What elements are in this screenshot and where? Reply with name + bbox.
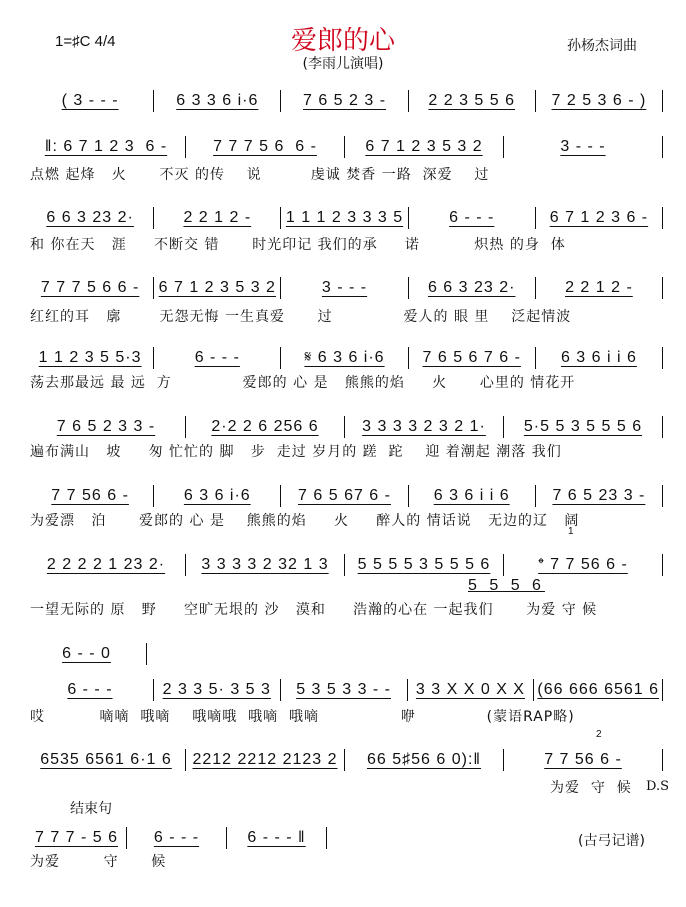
bar-line bbox=[407, 679, 408, 701]
measure: 7 7 56 6 - bbox=[51, 487, 129, 504]
bar-line bbox=[280, 277, 281, 299]
measure: 6 3 6 i i 6 bbox=[433, 487, 510, 504]
measure: (66 666 6561 6 bbox=[537, 681, 660, 698]
singer: (李雨儿演唱) bbox=[302, 56, 384, 72]
bar-line bbox=[503, 416, 504, 438]
alternate-notes: 5 5 5 6 bbox=[468, 577, 545, 594]
staff-line bbox=[30, 554, 666, 576]
measure: 6 - - 0 bbox=[62, 645, 111, 662]
bar-line bbox=[185, 554, 186, 576]
bar-line bbox=[280, 485, 281, 507]
bar-line bbox=[153, 207, 154, 229]
measure: 1 1 1 2 3 3 3 5 bbox=[285, 209, 404, 226]
measure: 7 6 5 67 6 - bbox=[298, 487, 391, 504]
bar-line bbox=[662, 277, 663, 299]
bar-line bbox=[662, 90, 663, 112]
measure: ( 3 - - - bbox=[61, 92, 119, 109]
measure: 6 3 6 i·6 bbox=[183, 487, 251, 504]
staff-line bbox=[30, 679, 666, 701]
measure: 5·5 5 3 5 5 5 6 bbox=[523, 418, 643, 435]
bar-line bbox=[280, 90, 281, 112]
bar-line bbox=[662, 416, 663, 438]
lyrics-line: 一望无际的 原 野 空旷无垠的 沙 漠和 浩瀚的心在 一起我们 为爱 守 候 bbox=[30, 602, 598, 618]
bar-line bbox=[326, 827, 327, 849]
bar-line bbox=[503, 554, 504, 576]
measure: 2212 2212 2123 2 bbox=[192, 751, 338, 768]
staff-line bbox=[30, 827, 330, 849]
bar-line bbox=[226, 827, 227, 849]
bar-line bbox=[535, 277, 536, 299]
measure: 5 5 5 5 3 5 5 5 6 bbox=[357, 556, 491, 573]
bar-line bbox=[280, 347, 281, 369]
measure: 2 2 1 2 - bbox=[565, 279, 633, 296]
bar-line bbox=[280, 679, 281, 701]
measure: 66 5♯56 6 0):‖ bbox=[366, 751, 481, 768]
measure: 6 - - - ‖ bbox=[247, 829, 306, 846]
measure: 5 3 5 3 3 - - bbox=[296, 681, 392, 698]
measure: 7 6 5 2 3 3 - bbox=[56, 418, 156, 435]
lyrics-line: 荡去那最远 最 远 方 爱郎的 心 是 熊熊的焰 火 心里的 情花开 bbox=[30, 375, 576, 391]
measure: 6 6 3 23 2· bbox=[46, 209, 134, 226]
bar-line bbox=[535, 347, 536, 369]
bar-line bbox=[153, 679, 154, 701]
bar-line bbox=[535, 207, 536, 229]
measure: 1 1 2 3 5 5·3 bbox=[38, 349, 142, 366]
measure: 6 - - - bbox=[67, 681, 113, 698]
key-signature: 1=♯C 4/4 bbox=[55, 33, 116, 50]
bar-line bbox=[662, 207, 663, 229]
bar-line bbox=[146, 643, 147, 665]
measure: 6 - - - bbox=[153, 829, 200, 846]
measure: 3 3 3 3 2 3 2 1· bbox=[362, 418, 486, 435]
measure: 7 2 5 3 6 - ) bbox=[551, 92, 647, 109]
measure: 7 6 5 6 7 6 - bbox=[422, 349, 521, 366]
staff-line bbox=[30, 90, 666, 112]
bar-line bbox=[408, 207, 409, 229]
measure: ‖: 6 7 1 2 3 6 - bbox=[44, 138, 168, 155]
measure: 3 - - - bbox=[321, 279, 368, 296]
lyrics-line: 哎 嘀嘀 哦嘀 哦嘀哦 哦嘀 哦嘀 咿 (蒙语RAP略) bbox=[30, 709, 575, 725]
staff-line bbox=[30, 643, 150, 665]
bar-line bbox=[535, 485, 536, 507]
staff-line bbox=[30, 277, 666, 299]
measure: 6 3 6 i i 6 bbox=[560, 349, 637, 366]
measure: 2 2 3 5 5 6 bbox=[428, 92, 516, 109]
measure: 7 6 5 23 3 - bbox=[552, 487, 646, 504]
bar-line bbox=[662, 679, 663, 701]
bar-line bbox=[535, 90, 536, 112]
bar-line bbox=[408, 90, 409, 112]
bar-line bbox=[662, 749, 663, 771]
bar-line bbox=[533, 679, 534, 701]
bar-line bbox=[344, 136, 345, 158]
measure: 6 6 3 23 2· bbox=[427, 279, 516, 296]
measure: 3 3 3 3 2 32 1 3 bbox=[201, 556, 329, 573]
measure: 𝄌 7 7 56 6 - bbox=[538, 556, 628, 573]
measure: 2 3 3 5· 3 5 3 bbox=[162, 681, 271, 698]
staff-line bbox=[30, 347, 666, 369]
measure: 6 3 3 6 i·6 bbox=[176, 92, 259, 109]
measure: 6 7 1 2 3 6 - bbox=[549, 209, 649, 226]
measure: 6 7 1 2 3 5 3 2 bbox=[365, 138, 483, 155]
bar-line bbox=[662, 485, 663, 507]
bar-line bbox=[344, 416, 345, 438]
bar-line bbox=[280, 207, 281, 229]
lyrics-line: 和 你在天 涯 不断交 错 时光印记 我们的承 诺 炽热 的身 体 bbox=[30, 237, 566, 253]
measure: 7 7 7 - 5 6 bbox=[34, 829, 119, 846]
transcriber-note: (古弓记谱) bbox=[578, 833, 645, 849]
measure: 3 - - - bbox=[560, 138, 606, 155]
lyrics-line: 点燃 起烽 火 不灭 的传 说 虔诚 焚香 一路 深爱 过 bbox=[30, 167, 490, 183]
measure: 2 2 1 2 - bbox=[183, 209, 252, 226]
measure: 2·2 2 6 256 6 bbox=[211, 418, 319, 435]
measure: 7 7 56 6 - bbox=[544, 751, 622, 768]
bar-line bbox=[503, 749, 504, 771]
lyrics-line: 红红的耳 廓 无怨无悔 一生真爱 过 爱人的 眼 里 泛起情波 bbox=[30, 309, 572, 325]
bar-line bbox=[185, 416, 186, 438]
measure: 7 7 7 5 6 6 - bbox=[213, 138, 317, 155]
measure: 6 - - - bbox=[449, 209, 495, 226]
bar-line bbox=[408, 485, 409, 507]
bar-line bbox=[153, 277, 154, 299]
bar-line bbox=[662, 554, 663, 576]
composer-credit: 孙杨杰词曲 bbox=[567, 38, 637, 54]
staff-line bbox=[30, 416, 666, 438]
bar-line bbox=[185, 749, 186, 771]
bar-line bbox=[344, 554, 345, 576]
bar-line bbox=[408, 347, 409, 369]
bar-line bbox=[153, 90, 154, 112]
measure: 7 6 5 2 3 - bbox=[302, 92, 387, 109]
bar-line bbox=[185, 136, 186, 158]
bar-line bbox=[126, 827, 127, 849]
measure: 𝄋 6 3 6 i·6 bbox=[304, 349, 385, 366]
staff-line bbox=[30, 207, 666, 229]
volta-2: 2 bbox=[596, 729, 602, 740]
lyrics-line: 为爱 守 候 bbox=[30, 854, 167, 870]
bar-line bbox=[662, 347, 663, 369]
lyrics-line: 为爱漂 泊 爱郎的 心 是 熊熊的焰 火 醉人的 情话说 无边的辽 阔 bbox=[30, 513, 580, 529]
bar-line bbox=[662, 136, 663, 158]
bar-line bbox=[344, 749, 345, 771]
measure: 7 7 7 5 6 6 - bbox=[40, 279, 140, 296]
measure: 3 3 X X 0 X X bbox=[415, 681, 525, 698]
bar-line bbox=[503, 136, 504, 158]
song-title: 爱郎的心 bbox=[290, 26, 395, 56]
lyrics-line: 遍布满山 坡 匆 忙忙的 脚 步 走过 岁月的 蹉 跎 迎 着潮起 潮落 我们 bbox=[30, 444, 562, 460]
measure: 6 7 1 2 3 5 3 2 bbox=[158, 279, 276, 296]
ending-label: 结束句 bbox=[70, 801, 112, 817]
volta-1: 1 bbox=[568, 526, 574, 537]
bar-line bbox=[153, 347, 154, 369]
dal-segno: D.S bbox=[646, 779, 669, 794]
measure: 2 2 2 2 1 23 2· bbox=[46, 556, 166, 573]
staff-line bbox=[30, 485, 666, 507]
staff-line bbox=[30, 749, 666, 771]
staff-line bbox=[30, 136, 666, 158]
bar-line bbox=[153, 485, 154, 507]
bar-line bbox=[408, 277, 409, 299]
lyrics-line: 为爱 守 候 bbox=[550, 780, 632, 796]
measure: 6 - - - bbox=[194, 349, 240, 366]
measure: 6535 6561 6·1 6 bbox=[40, 751, 172, 768]
